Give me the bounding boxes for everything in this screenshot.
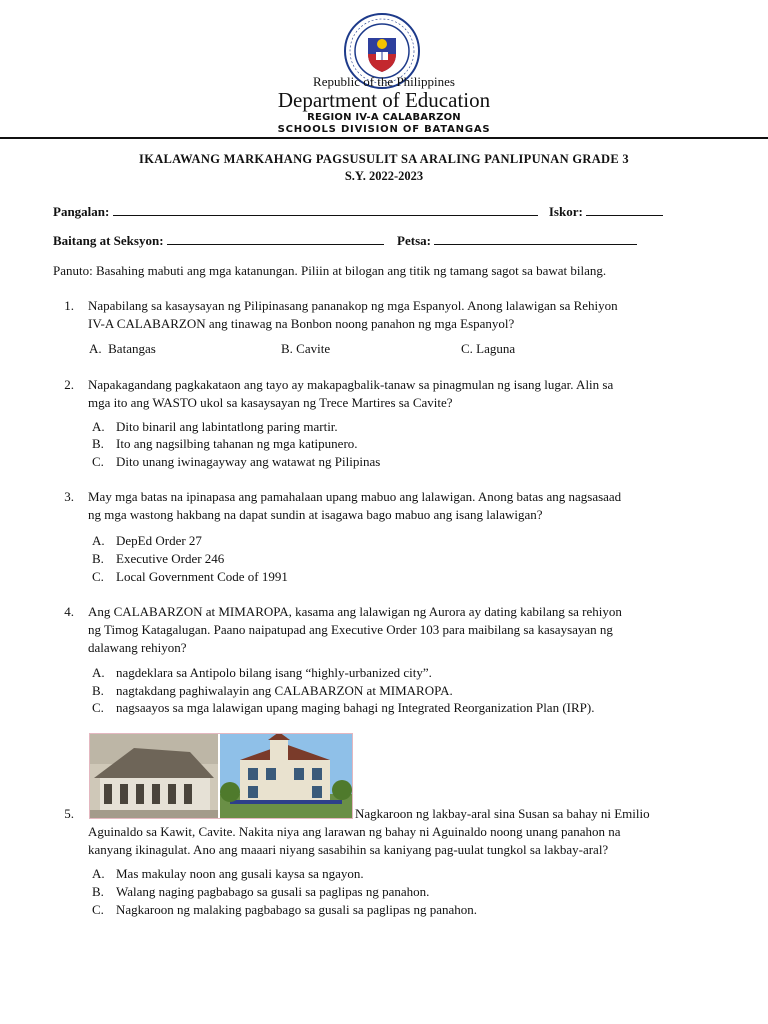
- question-line: kanyang ikinagulat. Ano ang maaari niyang sasabihin sa kaniyang pag-uulat tungkol sa lakbay-aral?: [88, 842, 609, 857]
- option[interactable]: [92, 533, 202, 549]
- section-label: Baitang at Seksyon:: [53, 233, 164, 248]
- score-label: Iskor:: [548, 204, 583, 219]
- option[interactable]: [92, 665, 432, 681]
- option[interactable]: [92, 419, 338, 435]
- option-letter: A.: [92, 533, 105, 548]
- option[interactable]: [92, 866, 364, 882]
- date-label: Petsa:: [397, 233, 431, 248]
- option[interactable]: [92, 700, 594, 716]
- name-label: Pangalan:: [53, 204, 110, 219]
- option-text: Ito ang nagsilbing tahanan ng mga katipunero.: [116, 436, 358, 451]
- option[interactable]: [92, 551, 224, 567]
- option-text: Nagkaroon ng malaking pagbabago sa gusali sa paglipas ng panahon.: [116, 902, 478, 917]
- question-line: Nagkaroon ng lakbay-aral sina Susan sa bahay ni Emilio: [355, 806, 650, 821]
- option-text: Cavite: [296, 341, 331, 356]
- section-field-row: [53, 231, 637, 249]
- name-input-line[interactable]: [113, 202, 538, 216]
- instructions: Panuto: Basahing mabuti ang mga katanungan. Piliin at bilogan ang titik ng tamang sagot sa bawat bilang.: [53, 263, 607, 278]
- department-name: Department of Education: [277, 88, 491, 112]
- question-line: dalawang rehiyon?: [88, 640, 187, 655]
- option-text: Mas makulay noon ang gusali kaysa sa ngayon.: [116, 866, 364, 881]
- option-letter: C.: [461, 341, 473, 356]
- question-line: ng mga wastong hakbang na dapat sundin at isagawa bago mabuo ang isang lalawigan?: [88, 507, 543, 522]
- option-letter: B.: [281, 341, 293, 356]
- option-text: Dito unang iwinagayway ang watawat ng Pilipinas: [116, 454, 381, 469]
- question-line: Ang CALABARZON at MIMAROPA, kasama ang lalawigan ng Aurora ay dating kabilang sa rehiyon: [88, 604, 622, 619]
- option-letter: A.: [92, 866, 105, 881]
- exam-title: IKALAWANG MARKAHANG PAGSUSULIT SA ARALING PANLIPUNAN GRADE 3: [139, 152, 629, 166]
- option[interactable]: [92, 436, 358, 452]
- option-letter: C.: [92, 569, 104, 584]
- option-letter: B.: [92, 436, 104, 451]
- option-letter: A.: [92, 665, 105, 680]
- option-letter: C.: [92, 700, 104, 715]
- question-line: IV-A CALABARZON ang tinawag na Bonbon noong panahon ng mga Espanyol?: [88, 316, 515, 331]
- option[interactable]: [92, 569, 288, 585]
- option-text: Batangas: [108, 341, 156, 356]
- school-year: S.Y. 2022-2023: [344, 169, 424, 183]
- option-letter: B.: [92, 683, 104, 698]
- option[interactable]: [92, 884, 429, 900]
- option[interactable]: [89, 341, 156, 357]
- option-text: Laguna: [476, 341, 516, 356]
- question-line: Napakagandang pagkakataon ang tayo ay makapagbalik-tanaw sa pinagmulan ng isang lugar. Alin sa: [88, 377, 614, 392]
- option-text: Local Government Code of 1991: [116, 569, 288, 584]
- option-text: Executive Order 246: [116, 551, 225, 566]
- score-input-line[interactable]: [586, 202, 663, 216]
- question-5-text: [88, 823, 718, 859]
- option[interactable]: [281, 341, 330, 357]
- option-text: Dito binaril ang labintatlong paring martir.: [116, 419, 338, 434]
- question-2-text: [88, 376, 718, 412]
- old-and-new-house-image: [90, 734, 352, 818]
- question-3-text: [88, 488, 718, 524]
- question-number: 1.: [64, 298, 74, 313]
- option-text: nagdeklara sa Antipolo bilang isang “highly-urbanized city”.: [116, 665, 432, 680]
- question-number: 2.: [64, 377, 74, 392]
- option-text: nagsaayos sa mga lalawigan upang maging bahagi ng Integrated Reorganization Plan (IRP).: [116, 700, 595, 715]
- republic-line: Republic of the Philippines: [313, 74, 455, 89]
- option-letter: A.: [92, 419, 105, 434]
- question-line: ng Timog Katagalugan. Paano naipatupad ang Executive Order 103 para maibilang sa kasaysayan ng: [88, 622, 613, 637]
- question-1-text: [88, 297, 718, 333]
- question-line: May mga batas na ipinapasa ang pamahalaan upang mabuo ang lalawigan. Anong batas ang nagsasaad: [88, 489, 622, 504]
- option[interactable]: [92, 454, 380, 470]
- option-text: Walang naging pagbabago sa gusali sa paglipas ng panahon.: [116, 884, 430, 899]
- section-input-line[interactable]: [167, 231, 384, 245]
- option-text: nagtakdang paghiwalayin ang CALABARZON at MIMAROPA.: [116, 683, 453, 698]
- question-number: 4.: [64, 604, 74, 619]
- option[interactable]: [92, 902, 477, 918]
- option-letter: A.: [89, 341, 102, 356]
- aguinaldo-house-photos: [89, 733, 353, 819]
- region-line: REGION IV-A CALABARZON: [307, 112, 461, 123]
- option-letter: C.: [92, 902, 104, 917]
- name-field-row: [53, 202, 663, 220]
- question-line: Napabilang sa kasaysayan ng Pilipinasang pananakop ng mga Espanyol. Anong lalawigan sa Rehiyon: [88, 298, 618, 313]
- division-line: SCHOOLS DIVISION OF BATANGAS: [277, 124, 491, 135]
- question-number: 3.: [64, 489, 74, 504]
- option[interactable]: [92, 683, 453, 699]
- option-letter: C.: [92, 454, 104, 469]
- option-text: DepEd Order 27: [116, 533, 202, 548]
- header-divider: [0, 137, 768, 139]
- question-4-text: [88, 603, 718, 657]
- question-line: mga ito ang WASTO ukol sa kasaysayan ng Trece Martires sa Cavite?: [88, 395, 453, 410]
- option-letter: B.: [92, 551, 104, 566]
- date-input-line[interactable]: [434, 231, 637, 245]
- option[interactable]: [461, 341, 515, 357]
- option-letter: B.: [92, 884, 104, 899]
- question-number: 5.: [64, 806, 74, 821]
- question-line: Aguinaldo sa Kawit, Cavite. Nakita niya ang larawan ng bahay ni Aguinaldo noong unang panahon na: [88, 824, 621, 839]
